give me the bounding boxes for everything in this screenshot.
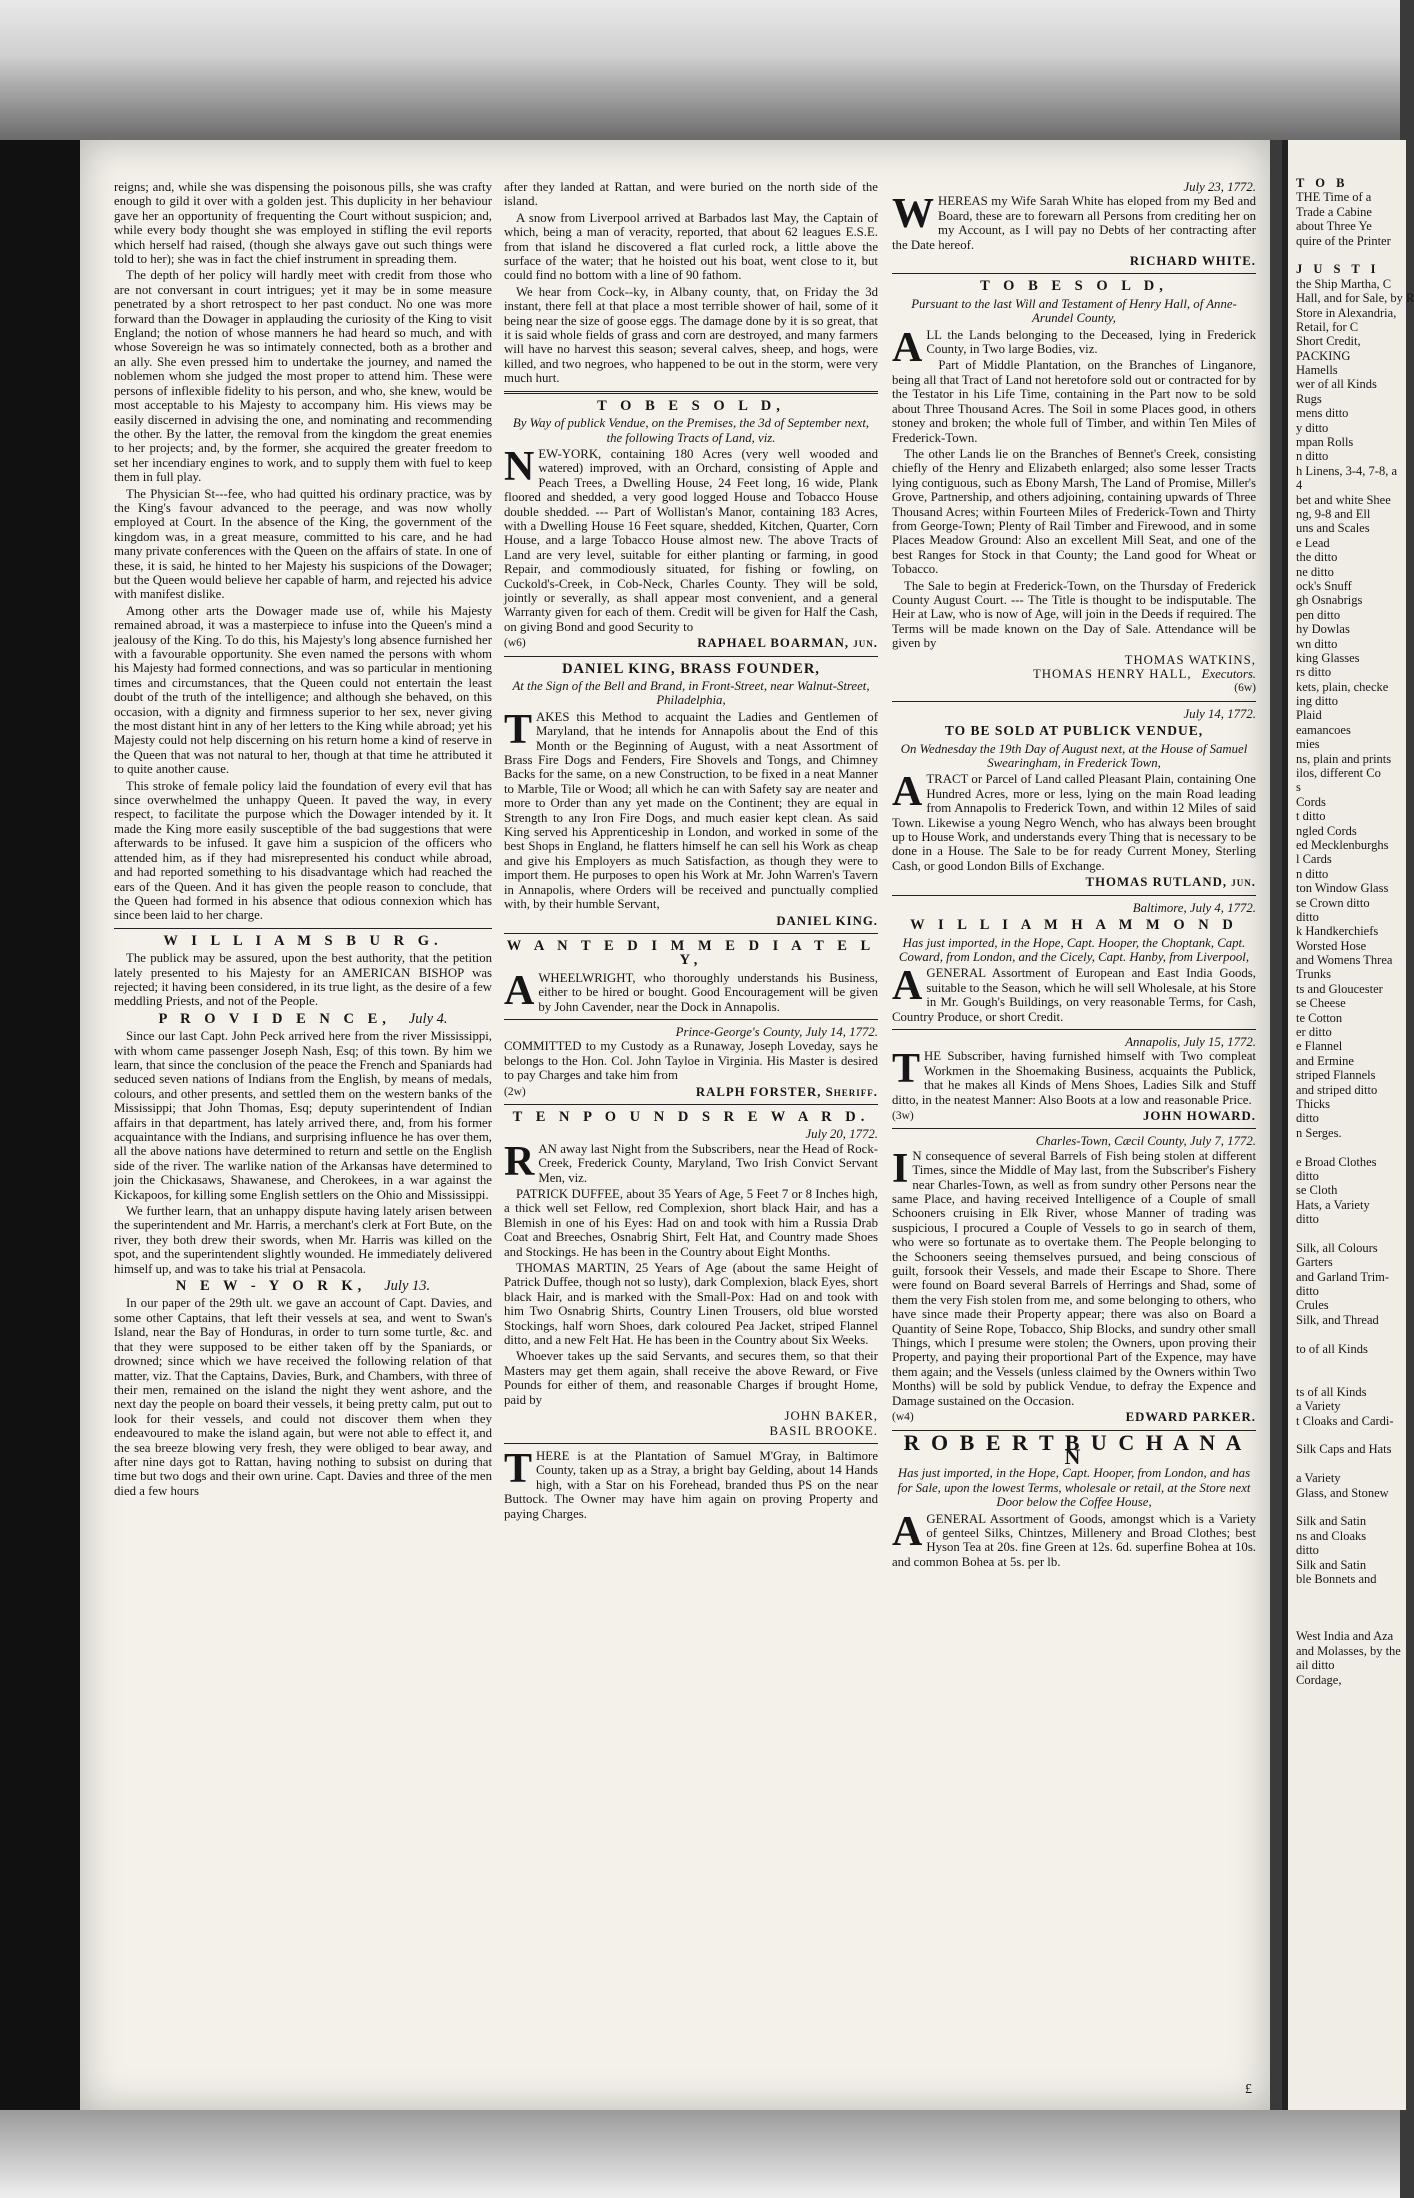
- divider: [504, 391, 878, 394]
- divider: [892, 1128, 1256, 1129]
- adjacent-page-line: ne ditto: [1296, 564, 1334, 579]
- ad-paragraph: THOMAS MARTIN, 25 Years of Age (about the same Height of Patrick Duffee, though not so lusty), dark Complexion, black Eyes, short black Hair, and is marked with the Small-Pox: Had on and took with him Two Osnabrig Shirts, Country Linen Trousers, old blue worsted Stockings, half worn Shoes, dark coloured Pea Jacket, striped Flannel ditto, and a new Felt Hat. He has been in the Country about Six Weeks.: [504, 1261, 878, 1348]
- adjacent-page-line: mpan Rolls: [1296, 435, 1354, 450]
- adjacent-page-line: ng, 9-8 and Ell: [1296, 506, 1371, 521]
- divider: [504, 933, 878, 934]
- advertisement-hall-lands: [892, 279, 1256, 695]
- scan-top-edge: [0, 0, 1400, 140]
- ad-text: TRACT or Parcel of Land called Pleasant Plain, containing One Hundred Acres, more or less, lying on the main Road leading from Annapolis to Frederick Town, and within 12 Miles of said Town. Likewise a young Negro Wench, who has always been brought up to House Work, and understands every Thing that is necessary to be done in a House. The Sale to be for ready Current Money, Sterling Cash, or good London Bills of Exchange.: [892, 772, 1256, 873]
- adjacent-page-line: ditto: [1296, 909, 1319, 924]
- adjacent-page-line: gh Osnabrigs: [1296, 593, 1363, 608]
- ad-body: [892, 1046, 1256, 1107]
- adjacent-page-line: y ditto: [1296, 420, 1329, 435]
- insertion-code: (w4): [892, 1411, 914, 1424]
- adjacent-page-line: s: [1296, 780, 1301, 795]
- adjacent-page-line: Silk and Satin: [1296, 1514, 1367, 1529]
- ad-heading: T O B E S O L D,: [980, 278, 1168, 295]
- adjacent-page-line: ditto: [1296, 1543, 1319, 1558]
- drop-cap: I: [892, 1145, 909, 1192]
- dateline-heading-providence: [114, 1012, 492, 1026]
- adjacent-page-line: [1296, 1601, 1406, 1615]
- insertion-code: (w6): [504, 637, 526, 650]
- adjacent-page-line: ail ditto: [1296, 1658, 1335, 1673]
- adjacent-page-line: uns and Scales: [1296, 521, 1370, 536]
- advertisement-buchanan: [892, 1429, 1256, 1570]
- news-paragraph: after they landed at Rattan, and were buried on the north side of the island.: [504, 180, 878, 209]
- news-paragraph: The publick may be assured, upon the best authority, that the petition lately presented to his Majesty for an AMERICAN BISHOP was rejected; it having been considered, in its true light, as the desire of a few meddling Priests, and not of the People.: [114, 951, 492, 1009]
- ad-subheading: Has just imported, in the Hope, Capt. Hooper, from London, and has for Sale, upon the lowest Terms, wholesale or retail, at the Store next Door below the Coffee House,: [897, 1466, 1251, 1510]
- ad-dateline: Prince-George's County, July 14, 1772.: [675, 1024, 878, 1039]
- advertisement-white: [892, 180, 1256, 268]
- adjacent-page-line: ton Window Glass: [1296, 881, 1389, 896]
- adjacent-page-line: ns and Cloaks: [1296, 1528, 1367, 1543]
- ad-heading: W I L L I A M H A M M O N D: [910, 917, 1238, 934]
- adjacent-page-line: Silk Caps and Hats: [1296, 1442, 1392, 1457]
- insertion-code: (6w): [1234, 682, 1256, 695]
- dateline-place: N E W - Y O R K,: [175, 1278, 367, 1295]
- adjacent-page-line: quire of the Printer: [1296, 233, 1391, 248]
- ad-footer: [504, 1085, 878, 1099]
- adjacent-page-line: [1296, 1586, 1406, 1600]
- ad-subheading: Has just imported, in the Hope, Capt. Hooper, the Choptank, Capt. Coward, from London, and the Cicely, Capt. Hanby, from Liverpool,: [898, 935, 1250, 964]
- ad-heading: TO BE SOLD AT PUBLICK VENDUE,: [944, 723, 1204, 739]
- drop-cap: A: [892, 324, 923, 371]
- divider: [892, 701, 1256, 702]
- divider: [504, 1019, 878, 1020]
- adjacent-page-line: n Serges.: [1296, 1125, 1342, 1140]
- news-paragraph: Since our last Capt. John Peck arrived here from the river Mississippi, with whom came passenger Joseph Nash, Esq; of this town. By him we learn, that since the conclusion of the peace the French and Spaniards had seduced seven nations of Indians from the English, by means of medals, colours, and other presents, and settled them on the western banks of the Mississippi; that John Thomas, Esq; deputy superintendent of Indian affairs in that department, has lately arrived there, and, from his former acquaintance with the Indians, and surprising influence he has over them, all the above nations have determined to return and settle on the English side of the river. The warlike nation of the Arkansas have determined to join the Chickasaws, Shawanese, and Cherokees, in a war against the Kickapoos, for killing some English settlers on the Ohio and Mississippi.: [114, 1029, 492, 1202]
- news-paragraph: We hear from Cock--ky, in Albany county, that, on Friday the 3d instant, there fell at that place a most terrible shower of hail, some of it being near the size of goose eggs. The damage done by it is so great, that it is said whole fields of grass and corn are destroyed, and many farmers will have no harvest this season; several calves, sheep, and hogs, were killed, and two negroes, who happened to be out in the storm, were very much hurt.: [504, 284, 878, 386]
- divider: [892, 1029, 1256, 1030]
- adjacent-page-line: and Garland Trim-: [1296, 1269, 1390, 1284]
- adjacent-page-line: [1296, 1227, 1406, 1241]
- drop-cap: A: [504, 967, 535, 1014]
- adjacent-page-line: Garters: [1296, 1255, 1333, 1270]
- adjacent-page-line: ditto: [1296, 1168, 1319, 1183]
- adjacent-page-line: ns, plain and prints: [1296, 751, 1392, 766]
- adjacent-page-line: ble Bonnets and: [1296, 1571, 1377, 1586]
- adjacent-page-line: ts and Gloucester: [1296, 981, 1383, 996]
- adjacent-page-line: Cords: [1296, 794, 1326, 809]
- adjacent-page-line: a Variety: [1296, 1471, 1341, 1486]
- ad-body: [892, 324, 1256, 371]
- adjacent-page-line: king Glasses: [1296, 650, 1360, 665]
- ad-text: N consequence of several Barrels of Fish being stolen at different Times, since the Middle of May last, from the Subscriber's Fishery near Charles-Town, as well as from sundry other Persons near the same Place, and having received Intelligence of a Couple of small Schooners cruising in Elk River, whose Manner of trading was suspicious, I procured a Couple of Vessels to go in search of them, who were so fortunate as to overtake them. The People belonging to the Schooners seeing themselves pursued, and being conscious of guilt, forsook their Vessels, and made their Escape to Shore. There were found on Board several Barrels of Herrings and Shad, some of them the very Fish stolen from me, and some belonging to others, who have since made their Property appear; there was also on Board a Quantity of Seine Rope, Tobacco, Ship Blocks, and sundry other small Things, which I presume were stolen; the Owners, upon proving their Property, and paying their proportional Part of the Expence, may have them again; and the Vessels (unless claimed by the Owners within Two Months) will be sold by publick Vendue, to defray the Expence and Damage sustained on the Occasion.: [892, 1148, 1256, 1408]
- ad-body: COMMITTED to my Custody as a Runaway, Joseph Loveday, says he belongs to the Hon. Col. John Tayloe in Virginia. His Master is desired to pay Charges and take him from: [504, 1039, 878, 1083]
- adjacent-page-line: T O B: [1296, 176, 1349, 190]
- adjacent-page-line: Thicks: [1296, 1097, 1331, 1111]
- adjacent-page-line: t ditto: [1296, 809, 1326, 824]
- ad-heading: W A N T E D I M M E D I A T E L Y,: [506, 937, 876, 969]
- adjacent-page-line: Silk, all Colours: [1296, 1240, 1378, 1255]
- adjacent-page-line: ditto: [1296, 1212, 1319, 1227]
- ad-heading: DANIEL KING, BRASS FOUNDER,: [562, 660, 820, 677]
- ad-body: [504, 706, 878, 912]
- advertisement-boarman: [504, 399, 878, 651]
- drop-cap: T: [892, 1046, 921, 1093]
- adjacent-page-line: [1296, 1370, 1406, 1384]
- ad-text: GENERAL Assortment of European and East India Goods, suitable to the Season, which he will sell Wholesale, at his Store in Mr. Gough's Buildings, on very reasonable Terms, for Cash, Country Produce, or short Credit.: [892, 966, 1256, 1024]
- ad-signature: DANIEL KING.: [776, 913, 878, 928]
- adjacent-page-line: Short Credit,: [1296, 334, 1361, 349]
- ad-footer: [892, 1109, 1256, 1123]
- adjacent-page-line: the ditto: [1296, 550, 1338, 565]
- insertion-code: (3w): [892, 1109, 914, 1122]
- ad-signature: RALPH FORSTER, Sheriff.: [695, 1084, 878, 1099]
- adjacent-page-line: and Womens Threa: [1296, 953, 1393, 968]
- divider: [892, 273, 1256, 274]
- adjacent-page-line: mies: [1296, 737, 1320, 752]
- article-paragraph: Among other arts the Dowager made use of, while his Majesty remained abroad, it was a masterpiece to infuse into the Queen's mind a jealousy of the King. To do this, his Majesty's long absence furnished her with a favourable opportunity. She even named the persons with whom his Majesty had formed connections, and was so particular in mentioning times and circumstances, that the Queen could not entertain the least doubt of the truth of the intelligence; and although she behaved, on this occasion, with a dignity and firmness superior to her sex, never giving the most distant hint in any of her letters to the King while abroad; yet his Majesty could not help discerning on his return home a kind of reserve in the Queen that was not natural to her, though at that time he attributed it to quite another cause.: [114, 603, 492, 777]
- adjacent-page-line: Store in Alexandria,: [1296, 305, 1397, 320]
- adjacent-page-line: a Variety: [1296, 1399, 1341, 1414]
- adjacent-page-line: and Ermine: [1296, 1053, 1354, 1068]
- ad-heading: R O B E R T B U C H A N A N: [903, 1429, 1245, 1469]
- insertion-code: (2w): [504, 1085, 526, 1098]
- news-paragraph: We further learn, that an unhappy dispute having lately arisen between the superintendent and Mr. Harris, a merchant's clerk at Fort Bute, on the river, they both drew their swords, when Mr. Harris was killed on the spot, and the superintendent slightly wounded. He immediately delivered himself up, and was to take his trial at Pensacola.: [114, 1204, 492, 1276]
- adjacent-page-line: l Cards: [1296, 852, 1332, 867]
- ad-dateline: Charles-Town, Cæcil County, July 7, 1772.: [1035, 1134, 1256, 1149]
- article-paragraph: The depth of her policy will hardly meet with credit from those who are not conversant in court intrigues; yet it may be in some measure penetrated by a short retrospect to her past conduct. No one was more forward than the Dowager in applauding the curiosity of the King to visit England; the notion of whose manners he had heard so much, and with whose Sovereign he was so intimately connected, both as a brother and an ally. She even pressed him to undertake the journey, and named the noblemen whom she judged the most proper to attend him. These were persons of inflexible fidelity to his person, and who, she knew, would be most acceptable to his Majesty to accompany him. His views may be easily discerned in advising the one, and nominating and recommending the other. By the latter, the removal from the kingdom the great enemies to her projects; and, by the former, she acquired the greater freedom to set her incendiary engines to work, and to supply them with fuel to keep them in full play.: [114, 268, 492, 485]
- ad-footer: [892, 1410, 1256, 1424]
- ad-dateline: Annapolis, July 15, 1772.: [1125, 1034, 1256, 1049]
- adjacent-page-line: 4: [1296, 478, 1303, 493]
- adjacent-page-line: [1296, 248, 1406, 262]
- adjacent-page-line: Rugs: [1296, 391, 1322, 406]
- ad-text: EW-YORK, containing 180 Acres (very well wooded and watered) improved, with an Orchard, consisting of Apple and Peach Trees, a Dwelling House, 24 Feet long, 16 wide, Plank floored and shedded, a very good logged House and Tobacco House double shedded. --- Part of Wollistan's Manor, containing 183 Acres, with a Dwelling House 16 Feet square, shedded, Kitchen, Quarter, Corn House, and a large Tobacco House almost new. The above Tracts of Land are very level, suitable for either planting or farming, in good Repair, and commodiously situated, for fishing or fowling, on Cuckold's-Creek, in Cob-Neck, Charles County. They will be sold, jointly or severally, as shall appear most convenient, and a general Warranty given for each of them. Credit will be given for Half the Cash, on giving Bond and good Security to: [504, 446, 878, 634]
- adjacent-page-line: bet and white Shee: [1296, 492, 1391, 507]
- dateline-place: P R O V I D E N C E,: [158, 1010, 391, 1027]
- adjacent-page-line: to of all Kinds: [1296, 1341, 1368, 1356]
- adjacent-page-line: [1296, 1327, 1406, 1341]
- column-2: [504, 180, 878, 1523]
- ad-subheading: On Wednesday the 19th Day of August next, at the House of Samuel Swearingham, in Frederick Town,: [900, 741, 1248, 771]
- ad-signature: JOHN HOWARD.: [1143, 1108, 1256, 1123]
- newspaper-page: [80, 140, 1270, 2110]
- ad-signature: THOMAS HENRY HALL,: [1032, 667, 1192, 681]
- drop-cap: W: [892, 191, 934, 238]
- ad-body: [892, 191, 1256, 252]
- adjacent-page-line: kets, plain, checke: [1296, 679, 1389, 694]
- adjacent-page-line: hy Dowlas: [1296, 622, 1350, 637]
- adjacent-page-line: and Molasses, by the: [1296, 1643, 1401, 1658]
- ad-dateline: July 14, 1772.: [1183, 706, 1256, 721]
- adjacent-page-line: ts of all Kinds: [1296, 1384, 1367, 1399]
- catchword: £: [1245, 2082, 1252, 2097]
- adjacent-page-line: ing ditto: [1296, 694, 1339, 709]
- dateline-heading-newyork: [114, 1279, 492, 1293]
- ad-body: [504, 1445, 878, 1521]
- adjacent-page-line: THE Time of a: [1296, 190, 1372, 205]
- divider: [114, 928, 492, 929]
- ad-text: GENERAL Assortment of Goods, amongst which is a Variety of genteel Silks, Chintzes, Millenery and Broad Clothes; best Hyson Tea at 20s. fine Green at 12s. 6d. superfine Bohea at 10s. and common Bohea at 5s. per lb.: [892, 1511, 1256, 1569]
- adjacent-page-line: h Linens, 3-4, 7-8, a: [1296, 463, 1398, 478]
- adjacent-page-line: [1296, 1457, 1406, 1471]
- ad-text: AN away last Night from the Subscribers, near the Head of Rock-Creek, Frederick County, Maryland, Two Irish Convict Servant Men, viz.: [538, 1141, 878, 1185]
- ad-body: [504, 967, 878, 1014]
- advertisement-stray: [504, 1445, 878, 1521]
- adjacent-page-line: er ditto: [1296, 1025, 1332, 1040]
- dateline-heading-williamsburg: W I L L I A M S B U R G.: [163, 932, 443, 949]
- ad-paragraph: The Sale to begin at Frederick-Town, on the Thursday of Frederick County August Court. --- The Title is thought to be indisputable. The Heir at Law, who is now of Age, will join in the Deeds if required. The Terms will be made known on the Day of Sale. Attendance will be given by: [892, 578, 1256, 651]
- adjacent-page-line: n ditto: [1296, 866, 1329, 881]
- advertisement-hammond: [892, 901, 1256, 1024]
- ad-text: WHEELWRIGHT, who thoroughly understands his Business, either to be hired or bought. Good Encouragement will be given by John Cavender, near the Dock in Annapolis.: [538, 970, 878, 1014]
- adjacent-page-line: e Flannel: [1296, 1039, 1343, 1054]
- adjacent-page-line: ngled Cords: [1296, 823, 1357, 838]
- dateline-date: July 4.: [408, 1010, 448, 1027]
- adjacent-page-line: Silk, and Thread: [1296, 1312, 1379, 1327]
- ad-body: [504, 443, 878, 634]
- ad-signature: RAPHAEL BOARMAN, jun.: [697, 636, 878, 651]
- divider: [504, 656, 878, 657]
- adjacent-page-line: n ditto: [1296, 449, 1329, 464]
- adjacent-page-line: se Cloth: [1296, 1183, 1338, 1198]
- adjacent-page-line: Worsted Hose: [1296, 938, 1367, 953]
- adjacent-page-line: Trunks: [1296, 967, 1331, 982]
- adjacent-page-line: te Cotton: [1296, 1010, 1343, 1025]
- column-3: [892, 180, 1256, 1571]
- ad-paragraph: PATRICK DUFFEE, about 35 Years of Age, 5 Feet 7 or 8 Inches high, a thick well set Fellow, red Complexion, short black Hair, and has a Blemish in one of his Eyes: Had on and took with him a Russia Drab Coat and Breeches, Osnabrig Shirt, Felt Hat, and Country made Shoes and Stockings. He has been in the Country about Eight Months.: [504, 1187, 878, 1259]
- ad-signature: EDWARD PARKER.: [1125, 1410, 1256, 1425]
- ad-dateline: Baltimore, July 4, 1772.: [1132, 900, 1256, 915]
- advertisement-howard: [892, 1035, 1256, 1123]
- ad-signature: JOHN BAKER,: [784, 1409, 878, 1424]
- adjacent-page-line: [1296, 1356, 1406, 1370]
- adjacent-page-line: ilos, different Co: [1296, 766, 1381, 781]
- ad-text: AKES this Method to acquaint the Ladies and Gentlemen of Maryland, that he intends for Annapolis about the End of this Month or the Beginning of August, with a neat Assortment of Brass Fire Dogs and Fenders, Fire Shovels and Tongs, and Chimney Backs for the same, on a new Construction, to be fixed in a neat Manner to Marble, Tile or Wood; all which he can with Safety say are neater and more to Order than any yet made on the Continent; they are equal in Strength to any Iron Fire Dogs, and much easier kept clean. As said King served his Apprenticeship in London, and worked in some of the best Shops in England, he flatters himself he can sell his Work as cheap and give his Employers as much Satisfaction, as though they were to import them. He purposes to open his Work at Mr. John Warren's Tavern in Annapolis, where Orders will be received and punctually complied with, by their humble Servant,: [504, 709, 878, 912]
- adjacent-page-line: [1296, 1140, 1406, 1154]
- advertisement-committed: [504, 1025, 878, 1099]
- adjacent-page-line: mens ditto: [1296, 406, 1349, 421]
- adjacent-page-line: Crules: [1296, 1298, 1329, 1313]
- adjacent-page-line: t Cloaks and Cardi-: [1296, 1413, 1394, 1428]
- adjacent-page-line: ditto: [1296, 1111, 1319, 1126]
- ad-text: LL the Lands belonging to the Deceased, lying in Frederick County, in Two large Bodies, viz.: [926, 327, 1256, 357]
- adjacent-page-fragment: [1282, 140, 1414, 2110]
- adjacent-page-line: the Ship Martha, C: [1296, 276, 1392, 291]
- column-1: [114, 180, 492, 1500]
- ad-heading: T E N P O U N D S R E W A R D.: [512, 1108, 870, 1125]
- ad-heading: T O B E S O L D,: [597, 397, 785, 414]
- advertisement-vendue: [892, 707, 1256, 890]
- ad-body: [892, 1145, 1256, 1408]
- news-paragraph: In our paper of the 29th ult. we gave an account of Capt. Davies, and some other Captains, that left their vessels at sea, and went to Swan's Island, near the Bay of Honduras, in order to turn some turtle, &c. and that they were supposed to be either taken off by the Spaniards, or drowned; since which we have received the following relation of that matter, viz. That the Captains, Davies, Burk, and Chambers, with three of their men, remained on the island the night they went ashore, and the next day the people on board their vessels, it being pretty calm, put out to look for their vessels, and could not discover them when they endeavoured to make the island again, but were not able to effect it, and the sea breeze blowing very fresh, they were obliged to bear away, and after nine days got to Rattan, having nothing to subsist on during that time but two dogs and their own urine. Capt. Davies and three of the men died a few hours: [114, 1296, 492, 1498]
- ad-body: [892, 1508, 1256, 1570]
- ad-dateline: July 20, 1772.: [805, 1127, 878, 1142]
- adjacent-page-line: pen ditto: [1296, 607, 1341, 622]
- advertisement-king: [504, 662, 878, 928]
- ad-paragraph: Whoever takes up the said Servants, and secures them, so that their Masters may get them again, shall receive the above Reward, or Five Pounds for either of them, and reasonable Charges if brought Home, paid by: [504, 1349, 878, 1407]
- divider: [504, 1104, 878, 1105]
- adjacent-page-line: Retail, for C: [1296, 319, 1359, 334]
- adjacent-page-line: Hats, a Variety: [1296, 1197, 1370, 1212]
- adjacent-page-line: se Cheese: [1296, 996, 1346, 1011]
- ad-paragraph: The other Lands lie on the Branches of Bennet's Creek, consisting chiefly of the Henry and Elizabeth enlarged; also some lesser Tracts lying contiguous, such as Ebony Marsh, The Land of Promise, Miller's Grove, Partnership, and others adjoining, containing upwards of Three Thousand Acres; within Fourteen Miles of Frederick-Town and Thirty from George-Town; Plenty of Rail Timber and Firewood, and in some Places Meadow Ground: Also an excellent Mill Seat, and one of the best Ranges for Stock in that County; the Land good for Wheat or Tobacco.: [892, 446, 1256, 577]
- ad-signature: THOMAS RUTLAND, jun.: [1085, 875, 1256, 890]
- ad-text: HERE is at the Plantation of Samuel M'Gray, in Baltimore County, taken up as a Stray, a bright bay Gelding, about 14 Hands high, with a Star on his Forehead, branded thus PS on the near Buttock. The Owner may have him again on proving Property and paying Charges.: [504, 1448, 878, 1521]
- adjacent-page-line: West India and Aza: [1296, 1629, 1394, 1644]
- drop-cap: A: [892, 769, 923, 816]
- ad-body: [892, 769, 1256, 873]
- adjacent-page-line: ock's Snuff: [1296, 578, 1352, 593]
- adjacent-page-line: se Crown ditto: [1296, 895, 1370, 910]
- drop-cap: T: [504, 706, 533, 753]
- adjacent-page-line: [1296, 1428, 1406, 1442]
- adjacent-page-line: Cordage,: [1296, 1672, 1342, 1687]
- scan-bottom-edge: [0, 2110, 1400, 2198]
- advertisement-wanted: [504, 939, 878, 1014]
- adjacent-page-line: wer of all Kinds: [1296, 377, 1377, 392]
- adjacent-page-line: and striped ditto: [1296, 1082, 1378, 1097]
- ad-signature: THOMAS WATKINS,: [1124, 652, 1256, 667]
- ad-body: [504, 1138, 878, 1185]
- ad-signature-row: [892, 667, 1256, 681]
- adjacent-page-line: PACKING: [1296, 348, 1351, 363]
- drop-cap: R: [504, 1138, 535, 1185]
- adjacent-page-line: e Broad Clothes: [1296, 1154, 1377, 1169]
- ad-footer: [504, 636, 878, 650]
- drop-cap: T: [504, 1445, 533, 1492]
- ad-dateline: July 23, 1772.: [1183, 180, 1256, 194]
- adjacent-page-lines: [1288, 140, 1414, 1687]
- adjacent-page-line: rs ditto: [1296, 665, 1332, 680]
- adjacent-page-line: about Three Ye: [1296, 219, 1372, 234]
- adjacent-page-line: e Lead: [1296, 535, 1330, 550]
- adjacent-page-line: Plaid: [1296, 708, 1322, 723]
- scan-left-margin: [0, 140, 80, 2110]
- advertisement-parker: [892, 1134, 1256, 1424]
- ad-subheading: By Way of publick Vendue, on the Premises, the 3d of September next, the following Tracts of Land, viz.: [512, 416, 870, 445]
- ad-signature: RICHARD WHITE.: [1129, 254, 1256, 269]
- divider: [504, 1443, 878, 1444]
- advertisement-reward: [504, 1110, 878, 1438]
- drop-cap: N: [504, 443, 535, 490]
- adjacent-page-line: [1296, 1500, 1406, 1514]
- adjacent-page-line: eamancoes: [1296, 722, 1351, 737]
- ad-subheading: Pursuant to the last Will and Testament of Henry Hall, of Anne-Arundel County,: [911, 296, 1237, 326]
- adjacent-page-line: Silk and Satin: [1296, 1557, 1367, 1572]
- ad-subheading: At the Sign of the Bell and Brand, in Front-Street, near Walnut-Street, Philadelphia,: [512, 679, 870, 708]
- dateline-date: July 13.: [384, 1278, 431, 1295]
- adjacent-page-line: J U S T I: [1296, 262, 1380, 277]
- divider: [892, 895, 1256, 896]
- article-paragraph: reigns; and, while she was dispensing the poisonous pills, she was crafty enough to gild it over with a golden jest. This duplicity in her behaviour gave her an opportunity of frequenting the Court without suspicion; and, while every body thought she was employed in stifling the evil reports which herself had raised, (though she always gave out such things were told to her); she was in fact the chief instrument in spreading them.: [114, 180, 492, 267]
- ad-text: HE Subscriber, having furnished himself with Two compleat Workmen in the Shoemaking Business, acquaints the Publick, that he makes all Kinds of Mens Shoes, Ladies Silk and Stuff ditto, in the neatest Manner: Also Boots at a low and reasonable Price.: [892, 1049, 1256, 1107]
- ad-signature-role: Executors.: [1201, 667, 1256, 681]
- ad-signature: BASIL BROOKE.: [769, 1423, 878, 1438]
- adjacent-page-line: ed Mecklenburghs: [1296, 837, 1389, 852]
- adjacent-page-line: Glass, and Stonew: [1296, 1485, 1389, 1500]
- ad-body: [892, 963, 1256, 1024]
- ad-paragraph: Part of Middle Plantation, on the Branches of Linganore, being all that Tract of Land not heretofore sold out or contracted for by the Testator in his Life Time, containing in the Part now to be sold about Three Thousand Acres. The Soil in some Places good, in others stoney and broken; the whole full of Timber, and within Ten Miles of Frederick-Town.: [892, 358, 1256, 445]
- adjacent-page-line: Hall, and for Sale, by R: [1296, 291, 1414, 306]
- adjacent-page-line: Trade a Cabine: [1296, 204, 1372, 219]
- adjacent-page-line: wn ditto: [1296, 636, 1338, 651]
- article-paragraph: The Physician St---fee, who had quitted his ordinary practice, was by the King's favour advanced to the peerage, and was now wholly employed at Court. In the absence of the King, the government of the kingdom was, in a great measure, committed to his care, and he had many private conferences with the Queen on the affairs of state. In one of these, it is said, he hinted to her Majesty his suspicions of the Dowager; but the Queen would believe her capable of harm, and rejected his advice with manifest dislike.: [114, 486, 492, 602]
- adjacent-page-line: [1296, 1615, 1406, 1629]
- ad-text: HEREAS my Wife Sarah White has eloped from my Bed and Board, these are to forewarn all Persons from crediting her on my Account, as I will pay no Debts of her contracting after the Date hereof.: [892, 194, 1256, 252]
- drop-cap: A: [892, 1508, 923, 1555]
- article-paragraph: This stroke of female policy laid the foundation of every evil that has since overwhelmed the unhappy Queen. It paved the way, in every respect, to facilitate the purpose which the Dowager intended by it. It made the King more easily susceptible of the bad suggestions that were afterwards to be infused. It gave him a suspicion of the officers who attended him, as if they had misrepresented his conduct while abroad, and had reported something to his disadvantage which had reached the ears of the Queen. And it has given the people reason to conclude, that the Queen had formed in his absence that odious connexion which has since been laid to her charge.: [114, 778, 492, 923]
- adjacent-page-line: Hamells: [1296, 363, 1338, 378]
- adjacent-page-line: striped Flannels: [1296, 1068, 1376, 1083]
- adjacent-page-line: ditto: [1296, 1284, 1319, 1299]
- drop-cap: A: [892, 963, 923, 1010]
- news-paragraph: A snow from Liverpool arrived at Barbados last May, the Captain of which, being a man of veracity, reported, that about 62 leagues E.S.E. from that island he discovered a flat curled rock, a little above the surface of the water; that he hoisted out his boat, went close to it, but could find no bottom with a line of 90 fathom.: [504, 210, 878, 283]
- adjacent-page-line: k Handkerchiefs: [1296, 924, 1379, 939]
